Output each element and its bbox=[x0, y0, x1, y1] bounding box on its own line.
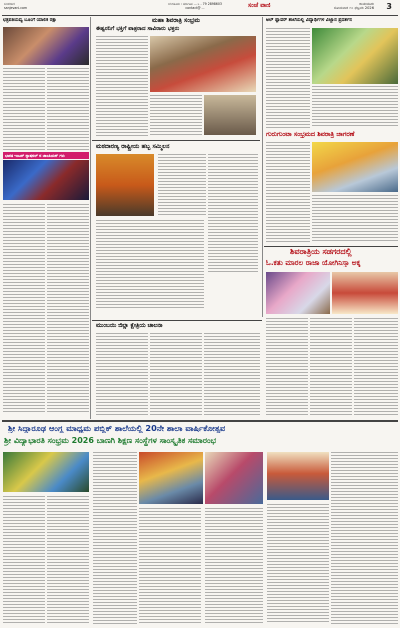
headline-top-left: ಛತ್ರಪತಿಯವ್ವ ಬೂಂಗೆ ಯಾಲಿಕ ರಕ್ಷಾ bbox=[3, 18, 57, 23]
photo-children-stage bbox=[3, 27, 89, 65]
masthead-right bbox=[334, 2, 374, 10]
masthead bbox=[0, 0, 400, 14]
headline-lower-center: ಮುಂಬಯಿ ಜಿಲ್ಲಾ ಕ್ಷೇತ್ರಿಯ ಚಾಲನಾ bbox=[96, 323, 163, 329]
masthead-center-line2: contact@ ... bbox=[185, 6, 205, 10]
photo-yogini-event bbox=[266, 272, 330, 314]
page-number: 3 bbox=[386, 2, 392, 11]
story-text-mid-right-a bbox=[266, 142, 310, 242]
story-text-bottom-c bbox=[93, 452, 137, 624]
masthead-center-line1: ಬೆಂಗಳೂರು : ಕರ್ನಾಟಕ ... ೩ - 79 2898603 bbox=[168, 2, 222, 6]
rule-lower-center bbox=[92, 320, 262, 321]
story-text-top-center-b bbox=[150, 95, 202, 135]
story-text-mid-center-a bbox=[158, 154, 206, 216]
headline-right-big-1: ಶಿವರಾತ್ರಿಯ ಸಡಗರದಲ್ಲಿ bbox=[290, 248, 352, 256]
rule-bottom-section bbox=[2, 420, 398, 422]
headline-mid-right: ಗುರುಗುಂಟಾ ಸಂಭ್ರಮದ ಶಿವರಾತ್ರಿ ಜಾಗರಣೆ bbox=[266, 131, 355, 138]
story-text-mid-left-a bbox=[3, 204, 45, 414]
story-text-lower-center-c bbox=[204, 333, 260, 417]
date-label: ಸೋಮವಾರ ೧೦ ಫೆಬ್ರವರಿ 2026 bbox=[333, 6, 374, 10]
story-text-bottom-d bbox=[139, 508, 201, 624]
column-divider-1 bbox=[90, 17, 91, 419]
photo-swamiji bbox=[96, 154, 154, 216]
photo-cricket-champions bbox=[3, 160, 89, 200]
story-text-lower-center-a bbox=[96, 333, 148, 417]
story-text-right-b bbox=[310, 318, 352, 416]
story-text-top-center-a bbox=[96, 36, 148, 136]
story-text-bottom-a bbox=[3, 496, 45, 624]
photo-annual-day-2 bbox=[139, 452, 203, 504]
story-text-mid-center-b bbox=[208, 154, 258, 274]
banner-headline-2: ಶ್ರೀ ವಿದ್ಯಾಭಾರತಿ ಸಂಭ್ರಮ 2026 ಬಾಣಗಿ ಶಿಕ್ಷಣ ಸಂಸ್ಥೆಗಳ ಸಾಂಸ್ಕೃತಿಕ ಸಮಾರಂಭ bbox=[4, 437, 216, 445]
story-text-lower-center-b bbox=[150, 333, 202, 417]
photo-procession bbox=[332, 272, 398, 314]
headline-right-big-2: ಓ.ಕತು ಮಾರಲ ರಾಜಾ ಯೋಗಿನಿಸ್ತಾ ಅಕ್ಕ bbox=[266, 259, 361, 267]
story-text-mid-center-c bbox=[96, 220, 204, 310]
story-text-mid-right-b bbox=[312, 195, 398, 243]
story-text-mid-left-b bbox=[47, 204, 89, 414]
masthead-rule bbox=[2, 15, 398, 16]
story-text-right-a bbox=[266, 318, 308, 416]
story-text-bottom-g bbox=[267, 504, 329, 624]
story-text-bottom-b bbox=[47, 496, 89, 624]
masthead-left bbox=[4, 2, 27, 10]
story-text-right-c bbox=[354, 318, 398, 416]
story-text-top-left-a bbox=[3, 68, 45, 150]
headline-mid-left: ಭಾರತ ಇಂಟರ್ ನ್ಯಾಷನಲ್ ನ ಚಾಂಪಿಯನ್ ಗಳು bbox=[3, 152, 89, 159]
headline-top-center-2: ಈಶ್ವರನಿಗೆ ಭಕ್ತಿಗೆ ಪಾತ್ರರಾದ ಸಾವಿರಾರು ಭಕ್ತರು bbox=[96, 26, 180, 32]
photo-temple-devotees bbox=[150, 36, 256, 92]
rule-right-big bbox=[264, 246, 398, 247]
banner-headline-1: ಶ್ರೀ ಸಿದ್ದಾರೂಢ ಆಂಗ್ಲ ಮಾಧ್ಯಮ ಪಬ್ಲಿಕ್ ಶಾಲೆಯಲ್ಲಿ 20ನೇ ಶಾಲಾ ವಾರ್ಷಿಕೋತ್ಸವ bbox=[8, 424, 226, 433]
story-text-top-right-a bbox=[266, 28, 310, 128]
story-text-top-left-b bbox=[47, 68, 89, 150]
headline-mid-center: ಮಠದಾರಣ್ಯ ರಾಷ್ಟ್ರೀಯ ಹಬ್ಬ ಸಮ್ಮಿಲನ bbox=[96, 144, 170, 150]
photo-annual-day-1 bbox=[3, 452, 89, 492]
column-divider-2 bbox=[262, 17, 263, 317]
headline-top-center-1: ಮಹಾ ಶಿವರಾತ್ರಿ ಸಂಭ್ರಮ bbox=[152, 18, 200, 24]
photo-vidyabharati-1 bbox=[267, 452, 329, 500]
masthead-left-line2: sanjevani.com bbox=[4, 6, 28, 10]
masthead-left-line1: ಸಂಜೆವಾಣಿ bbox=[4, 2, 15, 6]
story-text-top-right-b bbox=[312, 86, 398, 126]
edition-label: ರಾಯಚೂರು bbox=[359, 2, 374, 6]
rule-mid-center bbox=[92, 140, 260, 141]
story-text-bottom-e bbox=[205, 508, 263, 624]
photo-shivaratri-jagarane bbox=[312, 142, 398, 192]
photo-temple-ritual bbox=[204, 95, 256, 135]
story-text-bottom-f bbox=[331, 452, 398, 624]
photo-annual-day-3 bbox=[205, 452, 263, 504]
masthead-logo: ಸಂಜೆ ವಾಣಿ bbox=[248, 2, 271, 9]
headline-top-right: ಅಲ್ ಫ್ಲಾವರ್ ಶಾಲೆಯಲ್ಲಿ ವಿದ್ಯಾರ್ಥಿಗಳ ವಿಜ್ಞಾನ ಪ್ರದರ್ಶನ bbox=[266, 18, 352, 23]
photo-science-exhibition bbox=[312, 28, 398, 84]
